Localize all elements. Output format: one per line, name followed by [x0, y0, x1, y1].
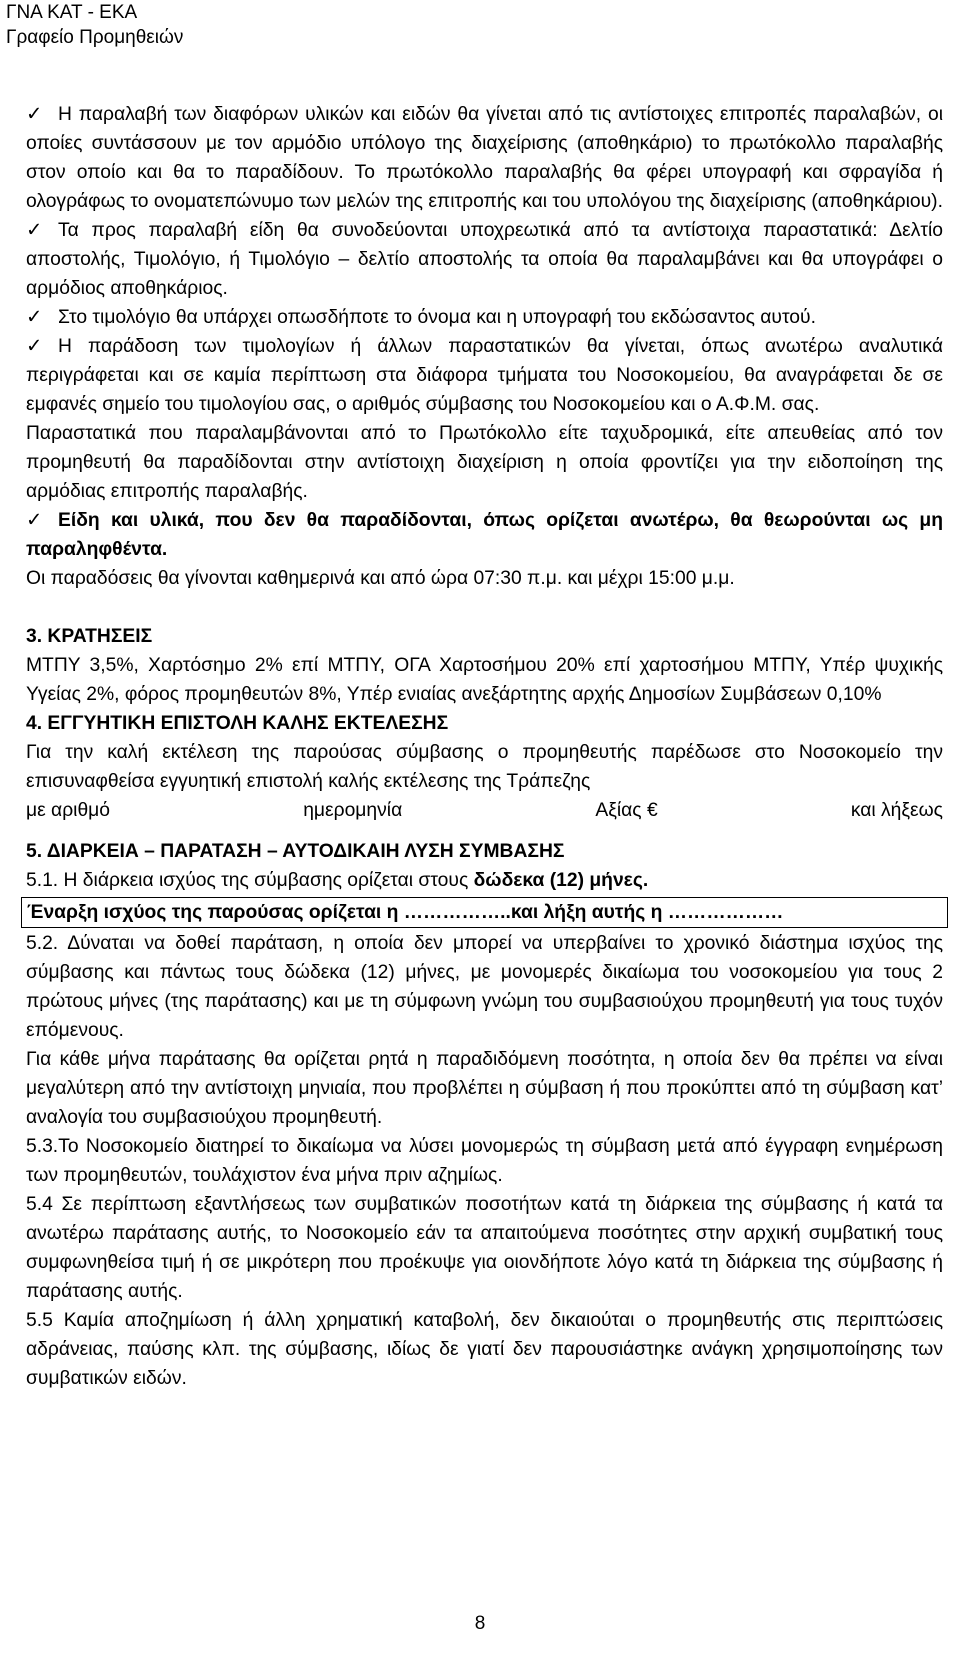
guarantee-number-label: με αριθμό — [26, 800, 111, 821]
section-4-heading: 4. ΕΓΓΥΗΤΙΚΗ ΕΠΙΣΤΟΛΗ ΚΑΛΗΣ ΕΚΤΕΛΕΣΗΣ — [26, 713, 449, 734]
document-header — [6, 0, 183, 50]
receipt-bullet-2: ✓ Τα προς παραλαβή είδη θα συνοδεύονται υποχρεωτικά από τα αντίστοιχα παραστατικά: Δελτίο αποστολής, Τιμολόγιο, ή Τιμολόγιο – δελτίο αποστολής τα οποία θα παραλαμβάνει και θα υπογράφει ο αρμόδιος αποθηκάριος. — [26, 216, 943, 303]
section-5-4: 5.4 Σε περίπτωση εξαντλήσεως των συμβατικών ποσοτήτων κατά τη διάρκεια της σύμβασης ή κατά τα ανωτέρω παράτασης αυτής, το Νοσοκομείο εάν τα απαιτούμενα ποσότητες στην αρχική συμβατική τους συμφωνηθείσα τιμή ή σε μικρότερη που προέκυψε για οιονδήποτε λόγο κατά τη διάρκεια της σύμβασης ή παράτασης αυτής. — [26, 1194, 943, 1302]
guarantee-details-row — [26, 796, 943, 825]
delivery-hours: Οι παραδόσεις θα γίνονται καθημερινά και από ώρα 07:30 π.μ. και μέχρι 15:00 μ.μ. — [26, 568, 735, 589]
document-body — [26, 100, 943, 1393]
section-3-text: ΜΤΠΥ 3,5%, Χαρτόσημο 2% επί ΜΤΠΥ, ΟΓΑ Χαρτοσήμου 20% επί χαρτοσήμου ΜΤΠΥ, Υπέρ ψυχικής Υγείας 2%, φόρος προμηθευτών 8%, Υπέρ ενιαίας ανεξάρτητης αρχής Δημοσίων Συμβάσεων 0,10% — [26, 655, 943, 705]
header-department: Γραφείο Προμηθειών — [6, 27, 184, 48]
guarantee-amount-label: Αξίας € — [595, 800, 658, 821]
section-5-1: 5.1. Η διάρκεια ισχύος της σύμβασης ορίζεται στους δώδεκα (12) μήνες. — [26, 870, 649, 891]
section-3-heading: 3. ΚΡΑΤΗΣΕΙΣ — [26, 626, 153, 647]
page-number: 8 — [474, 1613, 486, 1634]
section-5-2: 5.2. Δύναται να δοθεί παράταση, η οποία δεν μπορεί να υπερβαίνει το χρονικό διάστημα ισχύος της σύμβασης και πάντως τους δώδεκα (12) μήνες, με μονομερές δικαίωμα του νοσοκομείου για τους 2 πρώτους μήνες (της παράτασης) και με τη σύμφωνη γνώμη του συμβασιούχου προμηθευτή για τους τυχόν επόμενους. — [26, 933, 943, 1041]
checkmark-icon: ✓ — [26, 220, 43, 241]
receipt-bullet-5: ✓ Είδη και υλικά, που δεν θα παραδίδονται, όπως ορίζεται ανωτέρω, θα θεωρούνται ως μη παραληφθέντα. — [26, 506, 943, 564]
receipt-bullet-3: ✓ Στο τιμολόγιο θα υπάρχει οπωσδήποτε το όνομα και η υπογραφή του εκδώσαντος αυτού. — [26, 303, 943, 332]
header-organization: ΓΝΑ ΚΑΤ - ΕΚΑ — [6, 2, 138, 23]
section-5-heading: 5. ΔΙΑΡΚΕΙΑ – ΠΑΡΑΤΑΣΗ – ΑΥΤΟΔΙΚΑΙΗ ΛΥΣΗ ΣΥΜΒΑΣΗΣ — [26, 841, 565, 862]
section-5-5: 5.5 Καμία αποζημίωση ή άλλη χρηματική καταβολή, δεν δικαιούται ο προμηθευτής στις περιπτώσεις αδράνειας, παύσης κλπ. της σύμβασης, ιδίως δε γιατί δεν παρουσιάστηκε ανάγκη χρησιμοποίησης των συμβατικών ειδών. — [26, 1310, 943, 1389]
contract-start-text: Έναρξη ισχύος της παρούσας ορίζεται η ……………..και λήξη αυτής η ……………… — [27, 902, 784, 923]
receipt-bullet-4: ✓ Η παράδοση των τιμολογίων ή άλλων παραστατικών θα γίνεται, όπως ανωτέρω αναλυτικά περιγράφεται και σε καμία περίπτωση στα διάφορα τμήματα του Νοσοκομείου, θα αναγράφεται δε σε εμφανές σημείο του τιμολογίου σας, ο αριθμός σύμβασης του Νοσοκομείου και ο Α.Φ.Μ. σας. — [26, 332, 943, 419]
checkmark-icon: ✓ — [26, 104, 43, 125]
receipt-bullet-1: ✓ Η παραλαβή των διαφόρων υλικών και ειδών θα γίνεται από τις αντίστοιχες επιτροπές παραλαβών, οι οποίες συντάσσουν με τον αρμόδιο υπόλογο της διαχείρισης (αποθηκάριο) το πρωτόκολλο παραλαβής στον οποίο και θα το παραδίδουν. Το πρωτόκολλο παραλαβής θα φέρει υπογραφή και σφραγίδα ή ολογράφως το ονοματεπώνυμο των μελών της επιτροπής και του υπολόγου της διαχείρισης (αποθηκάριου). — [26, 100, 943, 216]
section-4-text: Για την καλή εκτέλεση της παρούσας σύμβασης ο προμηθευτής παρέδωσε στο Νοσοκομείο την επισυναφθείσα εγγυητική επιστολή καλής εκτέλεσης της Τράπεζης — [26, 742, 943, 792]
extension-quantity-paragraph: Για κάθε μήνα παράτασης θα ορίζεται ρητά η παραδιδόμενη ποσότητα, η οποία δεν θα πρέπει να είναι μεγαλύτερη από την αντίστοιχη μηνιαία, που προβλέπει η σύμβαση ή που προκύπτει από τη σύμβαση κατ’ αναλογία του συμβασιούχου προμηθευτή. — [26, 1049, 943, 1128]
receipt-paragraph-documents: Παραστατικά που παραλαμβάνονται από το Πρωτόκολλο είτε ταχυδρομικά, είτε απευθείας από τον προμηθευτή θα παραδίδονται στην αντίστοιχη διαχείριση η οποία φροντίζει για την ειδοποίηση της αρμόδιας επιτροπής παραλαβής. — [26, 423, 943, 502]
checkmark-icon: ✓ — [26, 336, 43, 357]
guarantee-expiry-label: και λήξεως — [850, 800, 943, 821]
guarantee-date-label: ημερομηνία — [303, 800, 403, 821]
checkmark-icon: ✓ — [26, 510, 43, 531]
checkmark-icon: ✓ — [26, 307, 43, 328]
section-5-3: 5.3.Το Νοσοκομείο διατηρεί το δικαίωμα να λύσει μονομερώς τη σύμβαση μετά από έγγραφη ενημέρωση των προμηθευτών, τουλάχιστον ένα μήνα πριν αζημίως. — [26, 1136, 943, 1186]
contract-start-box — [21, 897, 948, 928]
